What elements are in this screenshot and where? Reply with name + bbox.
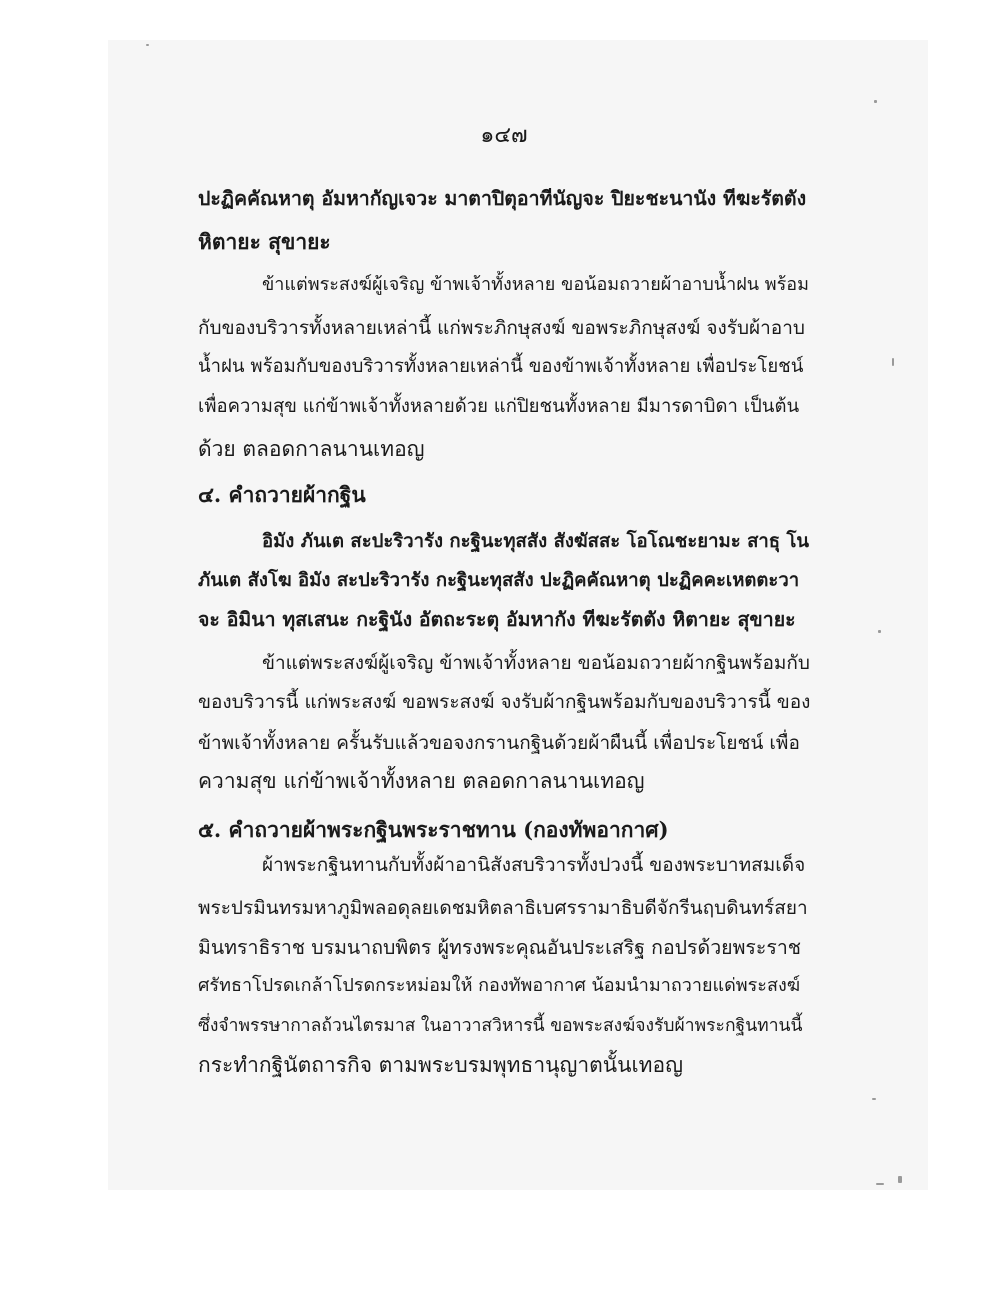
text-line-1: ปะฏิคคัณหาตุ อัมหากัญเจวะ มาตาปิตุอาทีนัญจะ ปิยะชะนานัง ทีฆะรัตตัง [198, 187, 807, 210]
text-line-11: จะ อิมินา ทุสเสนะ กะฐินัง อัตถะระตุ อัมหากัง ทีฆะรัตตัง หิตายะ สุขายะ [198, 608, 796, 631]
text-line-22: กระทำกฐินัตถารกิจ ตามพระบรมพุทธานุญาตนั้นเทอญ [198, 1053, 684, 1077]
text-line-13: ของบริวารนี้ แก่พระสงฆ์ ขอพระสงฆ์ จงรับผ้ากฐินพร้อมกับของบริวารนี้ ของ [198, 691, 811, 713]
text-line-2: หิตายะ สุขายะ [198, 229, 331, 254]
text-line-20: ศรัทธาโปรดเกล้าโปรดกระหม่อมให้ กองทัพอากาศ น้อมนำมาถวายแด่พระสงฆ์ [198, 975, 801, 996]
text-line-3: ข้าแต่พระสงฆ์ผู้เจริญ ข้าพเจ้าทั้งหลาย ขอน้อมถวายผ้าอาบน้ำฝน พร้อม [262, 274, 809, 295]
text-line-12: ข้าแต่พระสงฆ์ผู้เจริญ ข้าพเจ้าทั้งหลาย ขอน้อมถวายผ้ากฐินพร้อมกับ [262, 652, 810, 674]
text-line-5: น้ำฝน พร้อมกับของบริวารทั้งหลายเหล่านี้ ของข้าพเจ้าทั้งหลาย เพื่อประโยชน์ [198, 356, 804, 377]
text-line-14: ข้าพเจ้าทั้งหลาย ครั้นรับแล้วขอจงกรานกฐินด้วยผ้าผืนนี้ เพื่อประโยชน์ เพื่อ [198, 732, 800, 754]
scan-speck [874, 100, 877, 103]
text-line-18: พระปรมินทรมหาภูมิพลอดุลยเดชมหิตลาธิเบศรรามาธิบดีจักรีนฤบดินทร์สยา [198, 897, 808, 919]
text-line-6: เพื่อความสุข แก่ข้าพเจ้าทั้งหลายด้วย แก่ปิยชนทั้งหลาย มีมารดาบิดา เป็นต้น [198, 396, 800, 417]
document-page [198, 0, 810, 1295]
scan-speck [876, 1183, 884, 1185]
scan-speck [878, 630, 881, 633]
text-line-17: ผ้าพระกฐินทานกับทั้งผ้าอานิสังสบริวารทั้งปวงนี้ ของพระบาทสมเด็จ [262, 854, 806, 876]
scan-speck [898, 1176, 902, 1183]
page-number: ๑๔๗ [480, 123, 528, 148]
scan-speck [892, 358, 894, 366]
text-line-9: อิมัง ภันเต สะปะริวารัง กะฐินะทุสสัง สังฆัสสะ โอโณชะยามะ สาธุ โน [262, 531, 810, 552]
text-line-4: กับของบริวารทั้งหลายเหล่านี้ แก่พระภิกษุสงฆ์ ขอพระภิกษุสงฆ์ จงรับผ้าอาบ [198, 317, 805, 339]
scan-speck [872, 1098, 876, 1100]
text-line-7: ด้วย ตลอดกาลนานเทอญ [198, 437, 425, 461]
section-heading-4: ๔. คำถวายผ้ากฐิน [198, 482, 366, 507]
section-heading-5: ๕. คำถวายผ้าพระกฐินพระราชทาน (กองทัพอากาศ) [198, 817, 669, 842]
text-line-21: ซึ่งจำพรรษากาลถ้วนไตรมาส ในอาวาสวิหารนี้ ขอพระสงฆ์จงรับผ้าพระกฐินทานนี้ [198, 1016, 803, 1036]
text-line-10: ภันเต สังโฆ อิมัง สะปะริวารัง กะฐินะทุสสัง ปะฏิคคัณหาตุ ปะฏิคคะเหตตะวา [198, 570, 800, 591]
scan-speck [146, 44, 149, 46]
text-line-19: มินทราธิราช บรมนาถบพิตร ผู้ทรงพระคุณอันประเสริฐ กอปรด้วยพระราช [198, 936, 802, 959]
text-line-15: ความสุข แก่ข้าพเจ้าทั้งหลาย ตลอดกาลนานเทอญ [198, 769, 645, 793]
